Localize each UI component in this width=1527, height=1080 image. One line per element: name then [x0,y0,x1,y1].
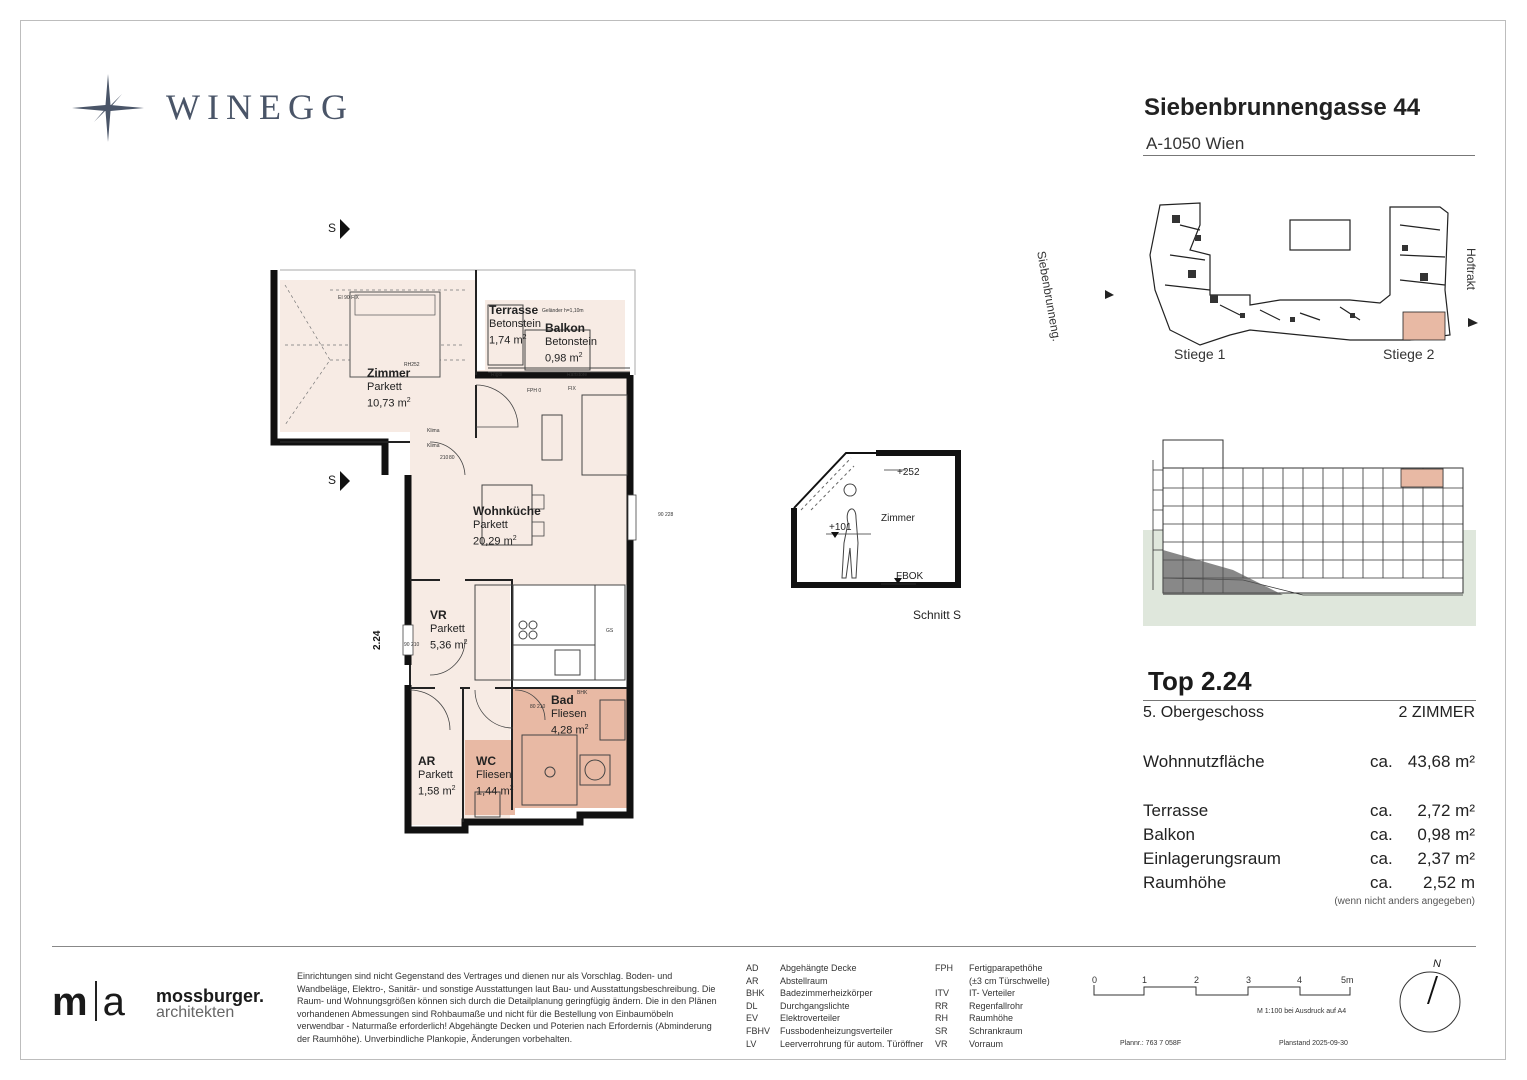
fixed-label: FIX [568,386,576,392]
drain-label: Rigol [491,372,503,378]
address-street: Siebenbrunnengasse 44 [1144,94,1421,121]
courtyard-label: Hoftrakt [1464,248,1478,291]
scale-note: M 1:100 bei Ausdruck auf A4 [1257,1008,1347,1015]
bath-heater-label: BHK [577,690,588,696]
architect-name: mossburger. [156,986,265,1006]
fixed-glazing-label: EI 90 FIX [338,295,359,301]
address-city: A-1050 Wien [1146,134,1245,153]
architect-subtitle: architekten [156,1004,235,1021]
room-name: Wohnküche [473,504,541,518]
area-value: 2,52 m [1423,873,1475,892]
dishwasher-label: GS [606,628,614,634]
section-s-drawing [786,448,966,618]
scale-bar [1092,985,1352,997]
room-floor: Parkett [430,623,465,635]
room-area: 4,28 m [551,724,585,737]
area-value: 43,68 m² [1407,752,1475,771]
scale-tick-label: 2 [1194,975,1200,985]
door-dimension-label: 90 210 [404,642,420,648]
room-area: 0,98 m [545,352,579,365]
brand-logo-text: WINEGG [166,87,354,127]
room-label-wohnkueche: Wohnküche Parkett 20,29 $m^2$ [473,504,541,548]
stair-1-label: Stiege 1 [1174,346,1226,362]
scale-tick-label: 3 [1246,975,1252,985]
abbreviation-list: AD Abgehängte Decke AR Abstellraum BHK Badezimmerheizkörper DL Durchgangslichte EV Elektroverteiler FBHV Fussbodenheizungsverteiler LV Leerverrohrung für autom. Türöffner [746,963,924,1049]
unit-title: Top 2.24 [1148,666,1252,696]
room-height-label: RH252 [404,362,420,368]
plan-date: Planstand 2025-09-30 [1279,1040,1348,1047]
room-label-zimmer: Zimmer Parkett 10,73 $m^2$ [367,366,411,410]
section-level-top: +252 [897,467,920,478]
stair-2-label: Stiege 2 [1383,346,1435,362]
unit-rooms: 2 ZIMMER [1398,704,1475,721]
winegg-star-logo-icon [72,74,144,142]
ac-label: Klima [427,428,440,434]
scale-tick-label: 5m [1341,975,1354,985]
room-floor: Betonstein [489,318,541,330]
room-name: Terrasse [489,303,539,317]
divider [1143,700,1476,701]
room-label-vr: VR Parkett 5,36 $m^2$ [430,608,468,652]
site-plan [1100,195,1485,370]
area-ca: ca. [1370,849,1393,868]
railing-label: Geländer h=1,10m [542,308,584,314]
room-floor: Parkett [418,769,453,781]
room-label-terrasse: Terrasse Betonstein 1,74 $m^2$ [489,303,541,347]
scale-tick-label: 0 [1092,975,1098,985]
room-label-wc: WC Fliesen 1,44 $m^2$ [476,754,514,798]
room-name: VR [430,608,447,622]
room-floor: Parkett [367,381,402,393]
room-name: WC [476,754,496,768]
area-ca: ca. [1370,752,1393,771]
section-title: Schnitt S [913,608,962,622]
section-marker-arrow-icon [340,471,350,491]
door-dimension-label: 80 [449,455,455,461]
section-marker-label: S [328,473,337,487]
room-area: 1,58 m [418,785,452,798]
room-name: Zimmer [367,366,411,380]
area-label: Balkon [1143,825,1195,844]
room-label-bad: Bad Fliesen 4,28 $m^2$ [551,693,589,737]
plan-number: Plannr.: 763 7 058F [1120,1040,1182,1047]
section-room-label: Zimmer [881,513,915,524]
room-name: Bad [551,693,574,707]
room-name: AR [418,754,436,768]
divider [1143,155,1475,156]
area-label: Einlagerungsraum [1143,849,1281,868]
area-note: (wenn nicht anders angegeben) [1334,896,1475,907]
room-area: 20,29 m [473,535,513,548]
section-marker-arrow-icon [340,219,350,239]
section-level-mid: +101 [829,522,852,533]
section-marker-label: S [328,221,337,235]
disclaimer-text: Einrichtungen sind nicht Gegenstand des Vertrages und dienen nur als Vorschlag. Boden- und Wandbeläge, Elektro-, Sanitär- und sonstige Ausstattungen laut Bau- und Ausstattungsbeschreibung. Die Raum- und Wohnungsgrößen können sich durch die Detailplanung geringfügig ändern. Die in den Plänen vorhandenen Abmessungen sind Rohbaumaße und nicht für die Bestellung von Einbaumöbeln verwendbar - Naturmaße erforderlich! Abgehängte Decken und Poterien nach Erfordernis (Abminderung der Raumhöhe). Unverbindliche Plankopie, Änderungen vorbehalten. [297,971,717,1044]
area-value: 0,98 m² [1417,825,1475,844]
building-section-diagram [1143,430,1476,626]
street-label: Siebenbrunneng. [1034,250,1064,343]
unit-floor: 5. Obergeschoss [1143,704,1264,721]
room-area: 1,74 m [489,334,523,347]
unit-id-label: 2.24 [372,630,383,650]
parapet-label: FPH 0 [527,388,542,394]
room-floor: Betonstein [545,336,597,348]
divider [52,946,1476,947]
room-name: Balkon [545,321,586,335]
area-ca: ca. [1370,873,1393,892]
area-label: Raumhöhe [1143,873,1227,892]
ac-label: Klima [427,443,440,449]
scale-tick-label: 4 [1297,975,1303,985]
area-ca: ca. [1370,801,1393,820]
room-floor: Parkett [473,519,508,531]
window-dimension-label: 90 228 [658,512,674,518]
area-label: Wohnnutzfläche [1143,752,1265,771]
north-arrow-icon [1398,970,1462,1034]
door-dimension-label: 80 210 [530,704,546,710]
blind-label: Raffstore [567,372,588,378]
room-area: 10,73 m [367,397,407,410]
floor-plan [260,210,660,840]
door-dimension-label: 210 [440,455,449,461]
scale-tick-label: 1 [1142,975,1148,985]
room-label-ar: AR Parkett 1,58 $m^2$ [418,754,456,798]
room-area: 5,36 m [430,639,464,652]
architect-logo: m a [52,980,126,1024]
room-area: 1,44 m [476,785,510,798]
abbreviation-list: FPH Fertigparapethöhe (±3 cm Türschwelle) ITV IT- Verteiler RR Regenfallrohr RH Raumhöhe SR Schrankraum VR Vorraum [935,963,1050,1049]
area-ca: ca. [1370,825,1393,844]
area-label: Terrasse [1143,801,1209,820]
room-label-balkon: Balkon Betonstein 0,98 $m^2$ [545,321,597,365]
room-floor: Fliesen [551,708,587,720]
section-floor-label: FBOK [896,571,924,582]
room-floor: Fliesen [476,769,512,781]
area-value: 2,37 m² [1417,849,1475,868]
area-value: 2,72 m² [1417,801,1475,820]
north-label: N [1433,958,1441,970]
